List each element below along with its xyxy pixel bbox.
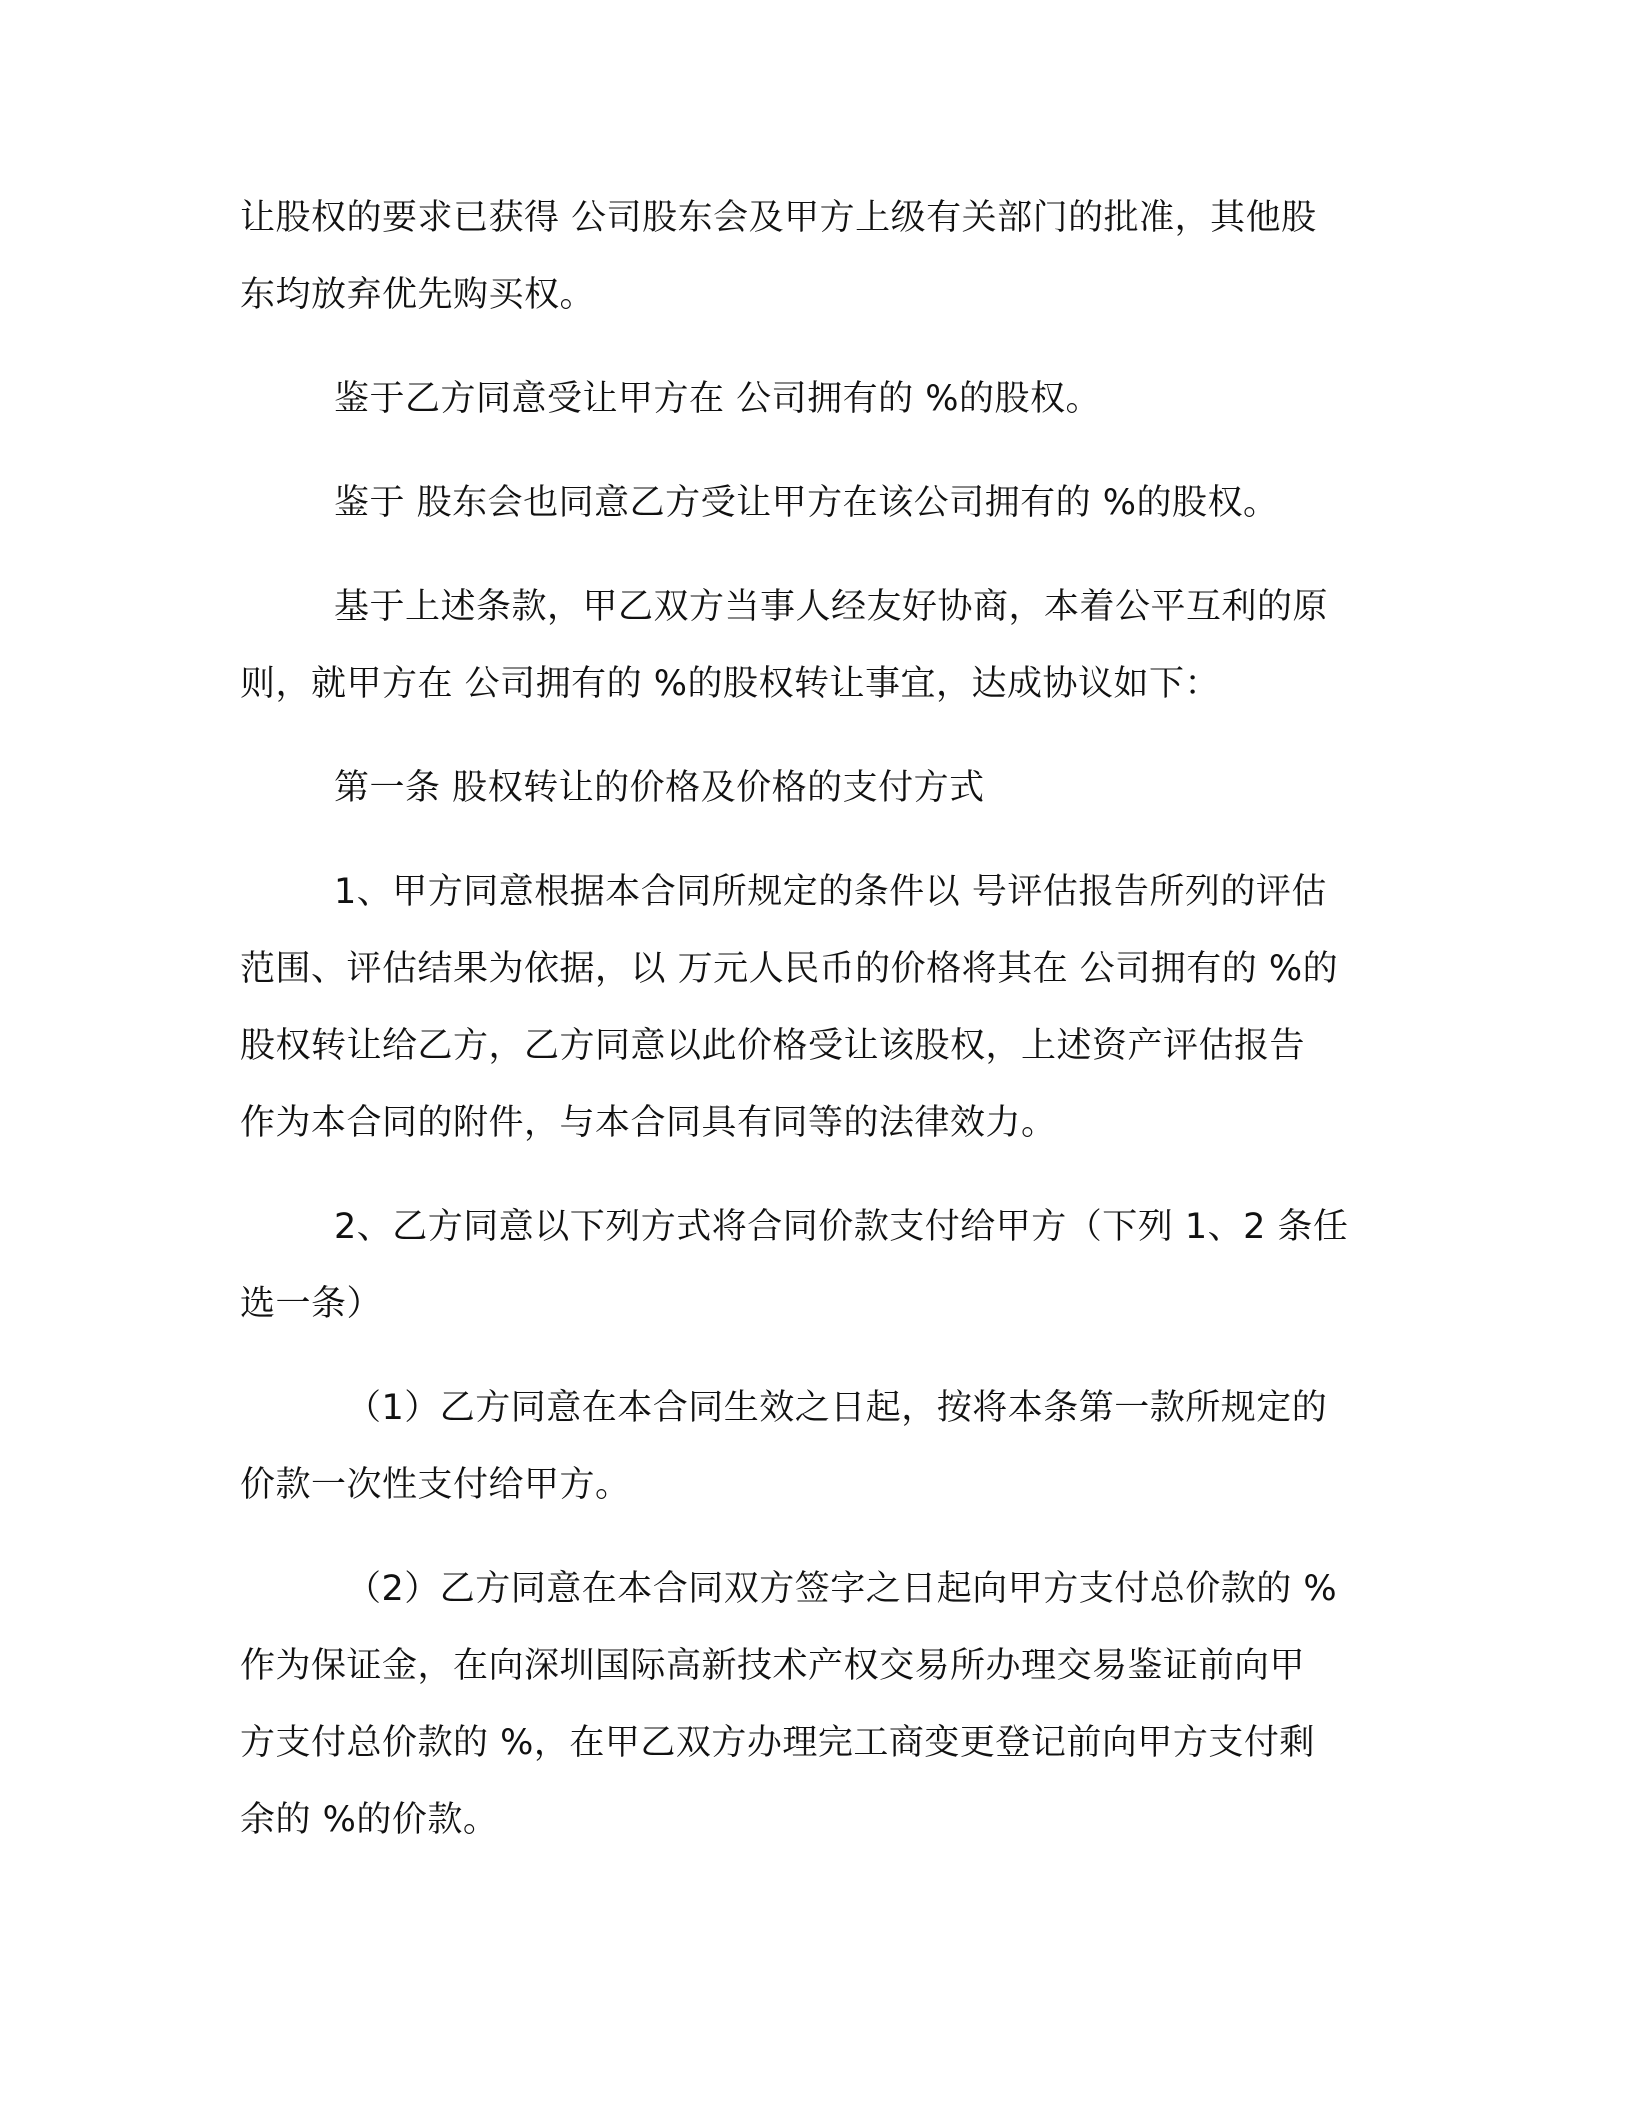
text-line: 价款一次性支付给甲方。 (240, 1465, 631, 1505)
text-line: 作为保证金，在向深圳国际高新技术产权交易所办理交易鉴证前向甲 (240, 1646, 1306, 1686)
text-line: 余的 %的价款。 (240, 1800, 499, 1840)
text-line: （1）乙方同意在本合同生效之日起，按将本条第一款所规定的 (346, 1388, 1328, 1428)
text-line: 鉴于 股东会也同意乙方受让甲方在该公司拥有的 %的股权。 (334, 483, 1279, 523)
text-line: 让股权的要求已获得 公司股东会及甲方上级有关部门的批准，其他股 (240, 198, 1317, 238)
text-line: 基于上述条款，甲乙双方当事人经友好协商，本着公平互利的原 (334, 587, 1329, 627)
text-line: 选一条） (240, 1284, 383, 1324)
text-line: 范围、评估结果为依据，以 万元人民币的价格将其在 公司拥有的 %的 (240, 949, 1339, 989)
text-line: 股权转让给乙方，乙方同意以此价格受让该股权，上述资产评估报告 (240, 1026, 1306, 1066)
text-line: （2）乙方同意在本合同双方签字之日起向甲方支付总价款的 % (346, 1569, 1338, 1609)
text-line: 则，就甲方在 公司拥有的 %的股权转让事宜，达成协议如下： (240, 664, 1221, 704)
section-heading: 第一条 股权转让的价格及价格的支付方式 (334, 768, 985, 808)
text-line: 方支付总价款的 %，在甲乙双方办理完工商变更登记前向甲方支付剩 (240, 1723, 1315, 1763)
text-line: 东均放弃优先购买权。 (240, 275, 596, 315)
text-line: 鉴于乙方同意受让甲方在 公司拥有的 %的股权。 (334, 379, 1102, 419)
text-line: 2、乙方同意以下列方式将合同价款支付给甲方（下列 1、2 条任 (334, 1207, 1349, 1247)
text-line: 1、甲方同意根据本合同所规定的条件以 号评估报告所列的评估 (334, 872, 1327, 912)
text-line: 作为本合同的附件，与本合同具有同等的法律效力。 (240, 1103, 1057, 1143)
